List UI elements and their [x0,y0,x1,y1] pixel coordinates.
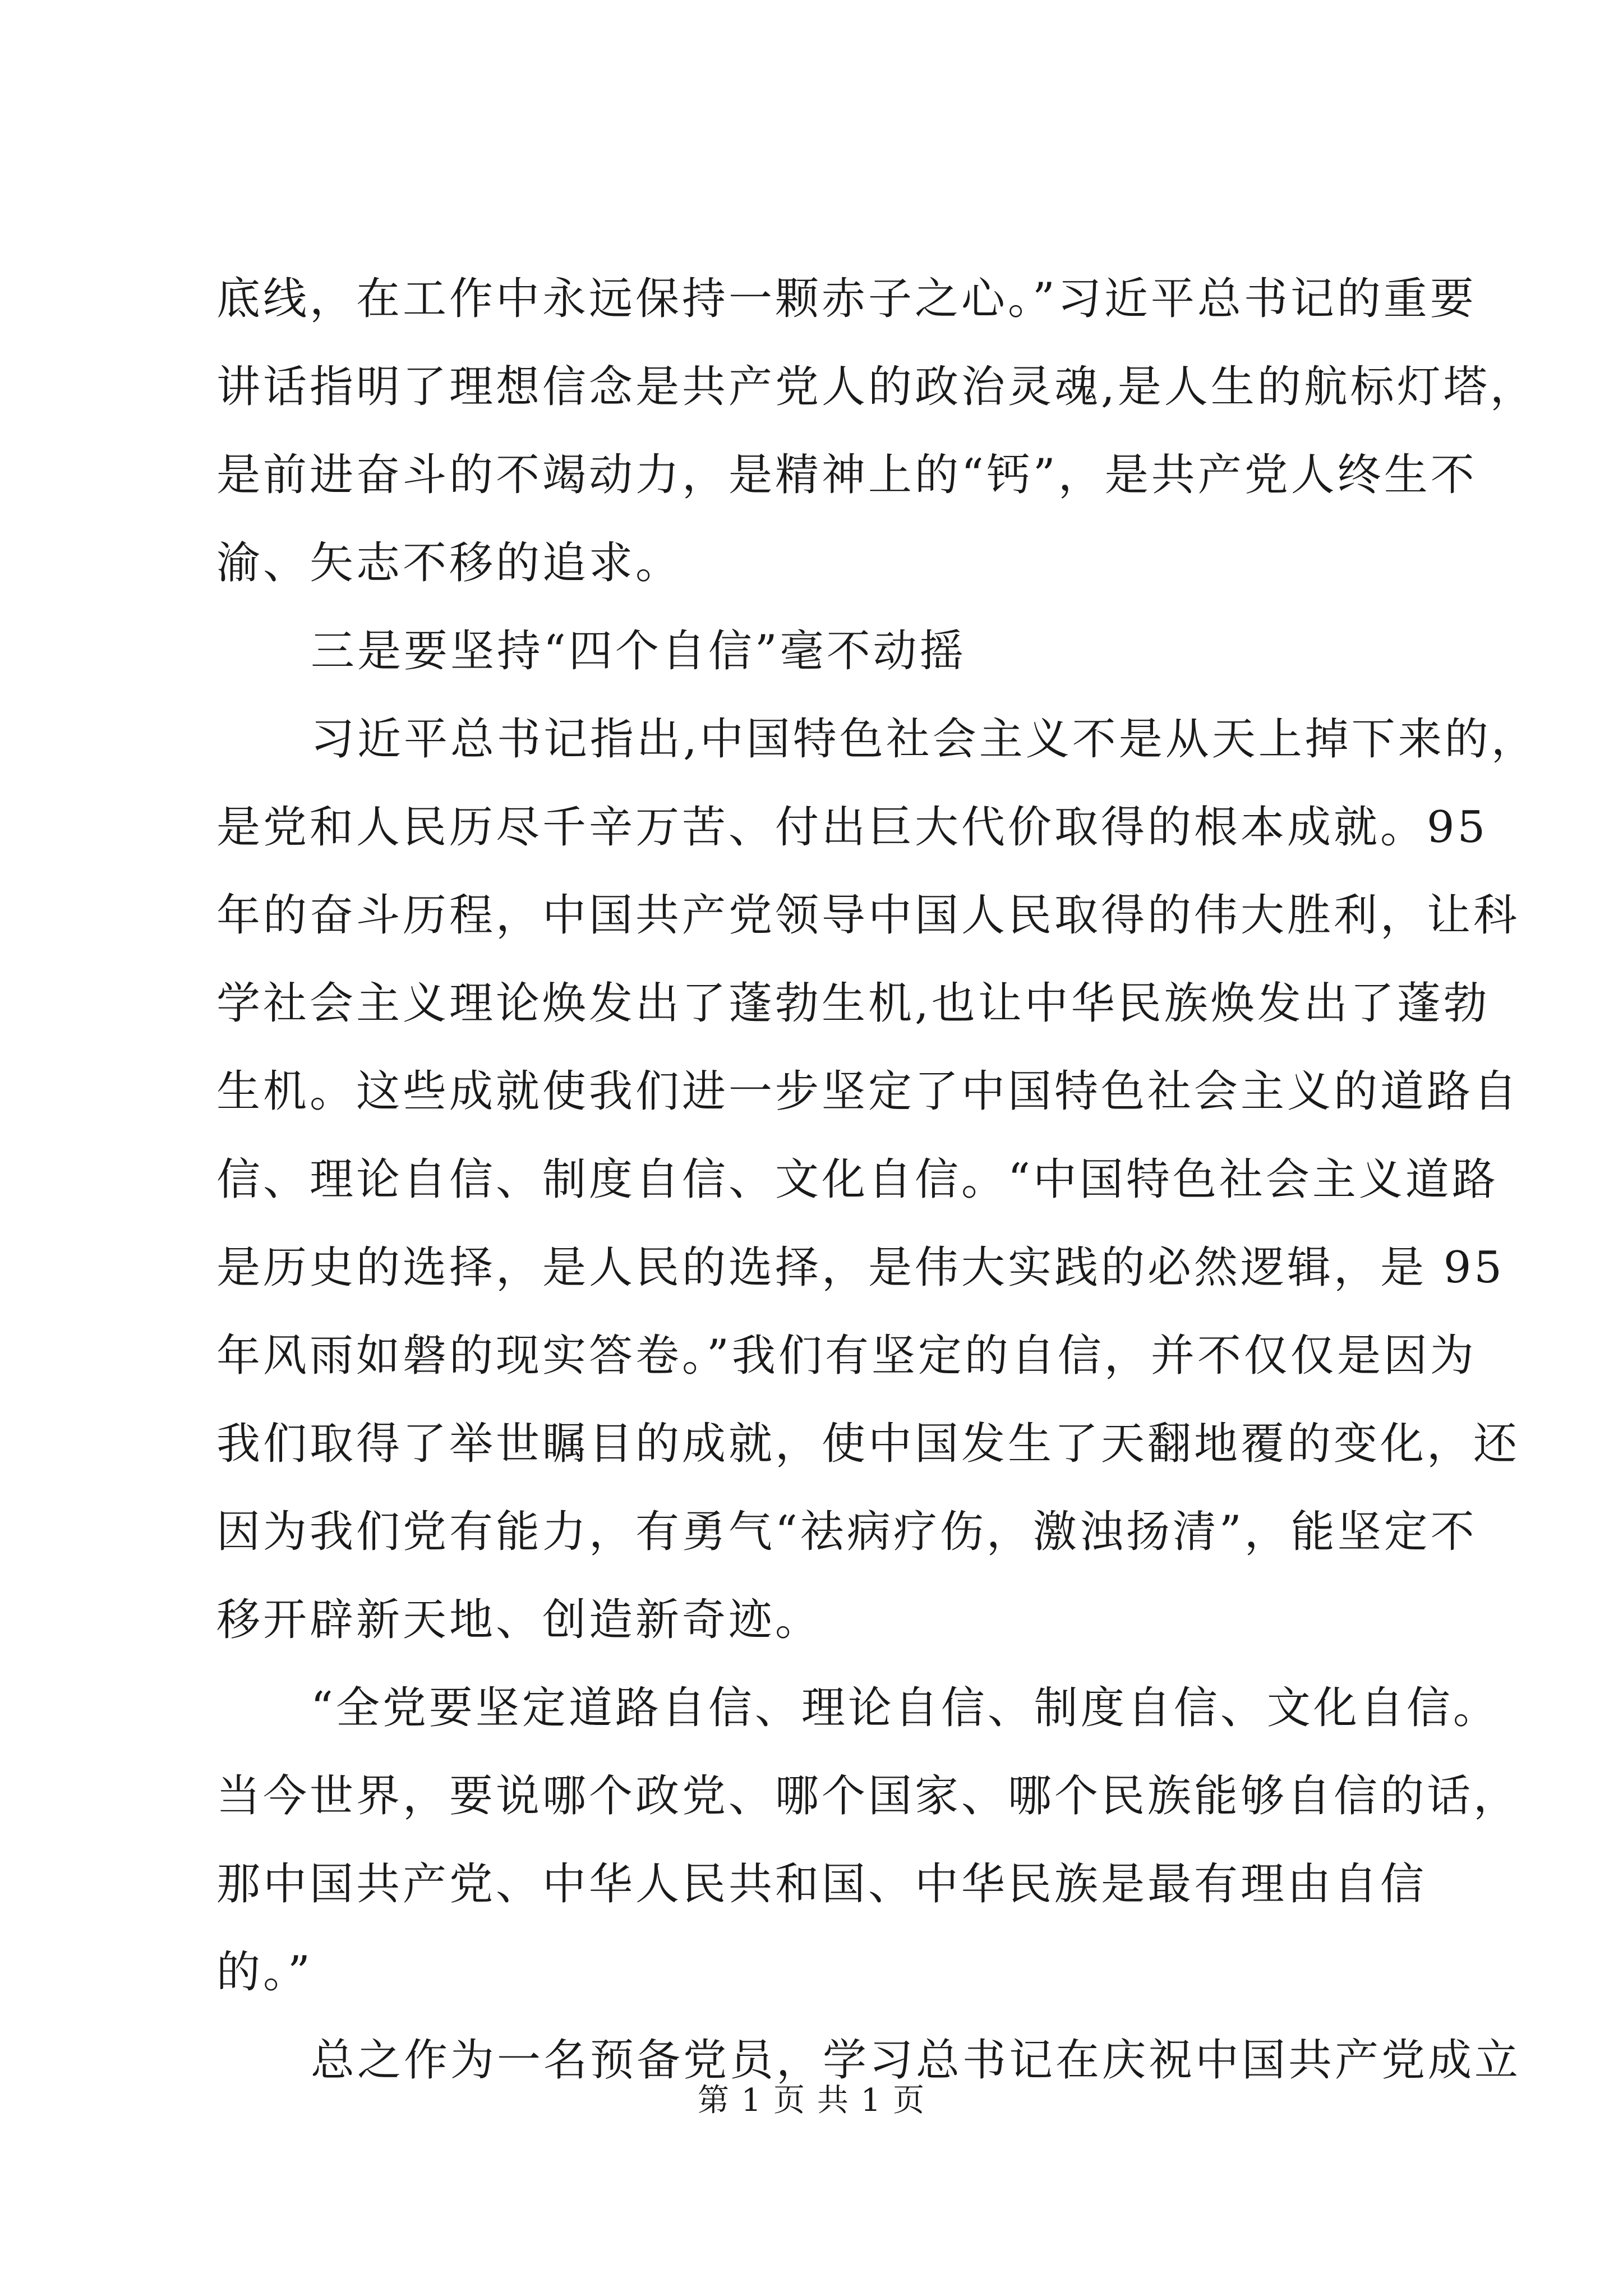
text-line: 是党和人民历尽千辛万苦、付出巨大代价取得的根本成就。95 [216,802,1488,853]
text-line: 是历史的选择，是人民的选择，是伟大实践的必然逻辑，是 95 [216,1243,1505,1293]
text-line: 渝、矢志不移的追求。 [216,538,683,588]
quote-line: “全党要坚定道路自信、理论自信、制度自信、文化自信。 [311,1683,1500,1733]
document-body [216,255,1538,2105]
text-line: 移开辟新天地、创造新奇迹。 [216,1595,822,1645]
text-line: 习近平总书记指出,中国特色社会主义不是从天上掉下来的， [311,714,1538,765]
text-line: 学社会主义理论焕发出了蓬勃生机,也让中华民族焕发出了蓬勃 [216,978,1490,1029]
text-line: 总之作为一名预备党员，学习总书记在庆祝中国共产党成立 [311,2035,1521,2086]
text-line: 信、理论自信、制度自信、文化自信。“中国特色社会主义道路 [216,1154,1498,1205]
text-line: 讲话指明了理想信念是共产党人的政治灵魂,是人生的航标灯塔， [216,362,1537,412]
text-line: 年的奋斗历程，中国共产党领导中国人民取得的伟大胜利，让科 [216,890,1520,941]
text-line: 生机。这些成就使我们进一步坚定了中国特色社会主义的道路自 [216,1066,1520,1117]
quote-line: 的。” [216,1947,313,1998]
quote-line: 当今世界，要说哪个政党、哪个国家、哪个民族能够自信的话， [216,1771,1520,1821]
page-number-footer: 第 1 页 共 1 页 [697,2082,926,2119]
text-line: 我们取得了举世瞩目的成就，使中国发生了天翻地覆的变化，还 [216,1419,1520,1469]
text-line: 底线，在工作中永远保持一颗赤子之心。”习近平总书记的重要 [216,274,1477,324]
text-line: 年风雨如磐的现实答卷。”我们有坚定的自信，并不仅仅是因为 [216,1331,1477,1381]
text-line: 因为我们党有能力，有勇气“祛病疗伤，激浊扬清”，能坚定不 [216,1507,1477,1557]
section-heading: 三是要坚持“四个自信”毫不动摇 [311,626,966,677]
quote-line: 那中国共产党、中华人民共和国、中华民族是最有理由自信 [216,1859,1427,1910]
text-line: 是前进奋斗的不竭动力，是精神上的“钙”，是共产党人终生不 [216,450,1477,500]
